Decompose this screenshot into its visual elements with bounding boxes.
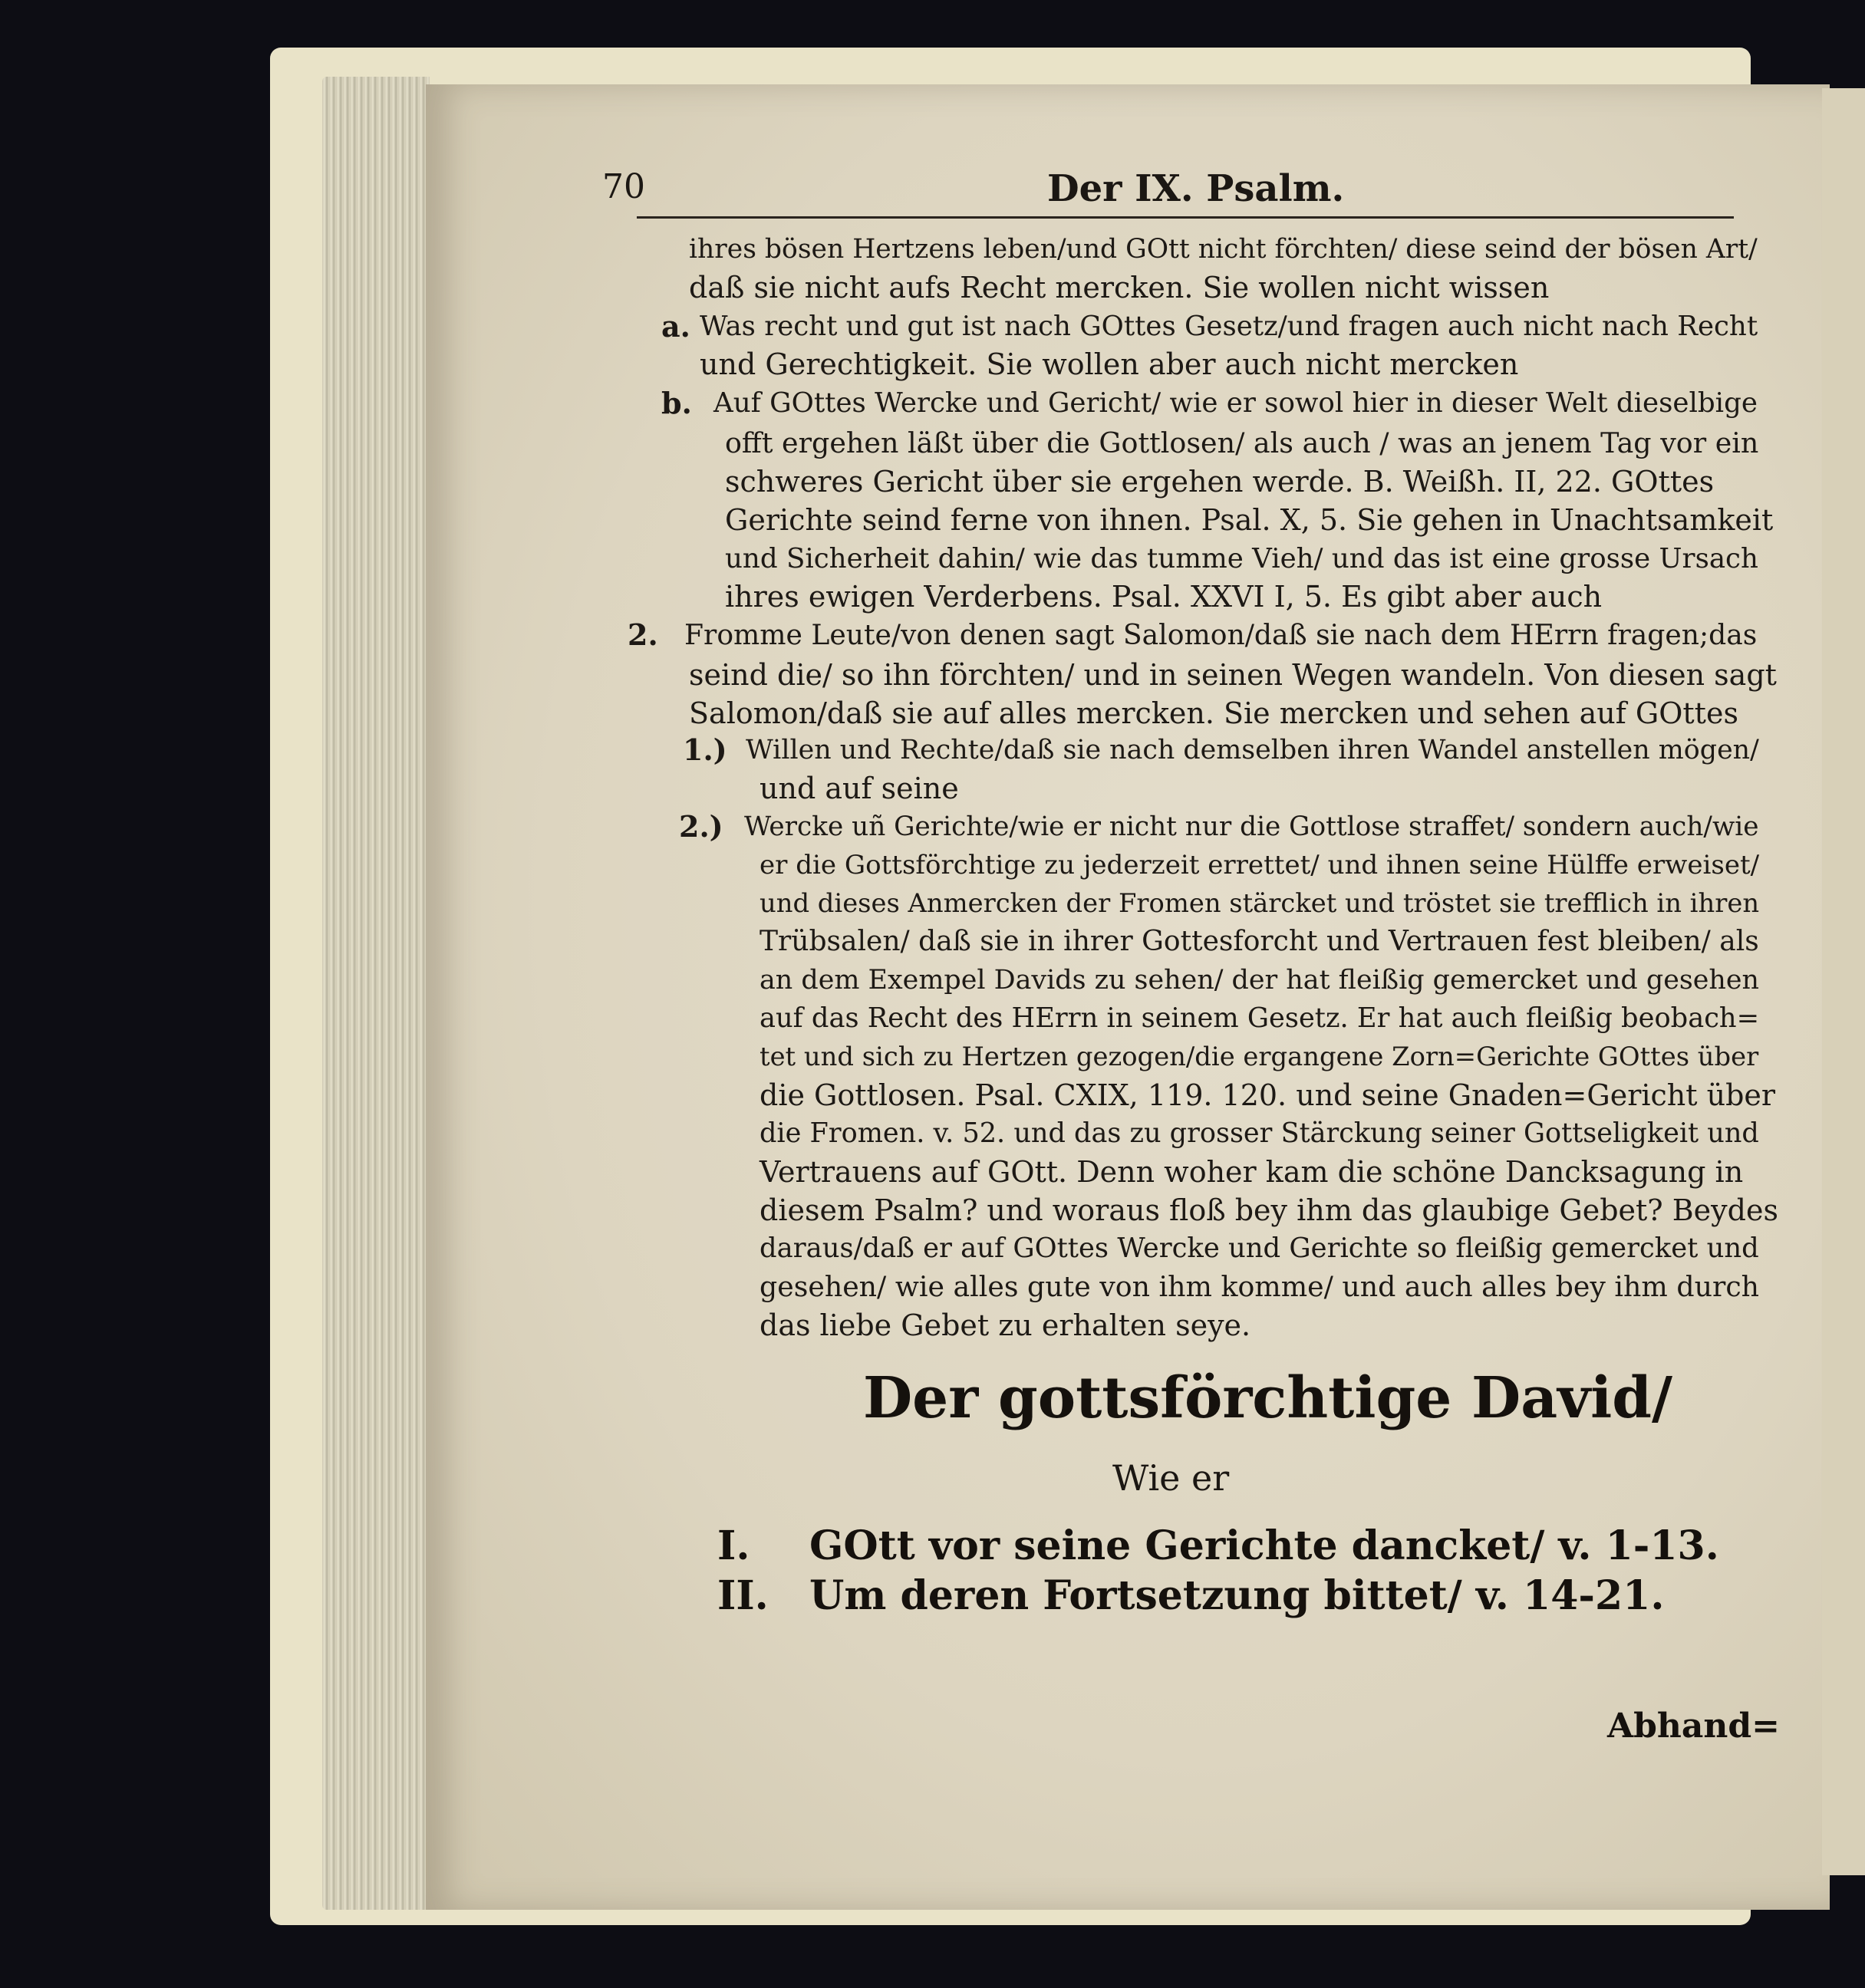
text-line: ihres ewigen Verderbens. Psal. XXVI I, 5. Es gibt aber auch <box>725 580 1603 614</box>
list-marker: b. <box>661 386 692 420</box>
text-line: die Gottlosen. Psal. CXIX, 119. 120. und seine Gnaden=Gericht über <box>760 1078 1776 1112</box>
text-line: offt ergehen läßt über die Gottlosen/ als auch / was an jenem Tag vor ein <box>725 426 1759 459</box>
text-line: Salomon/daß sie auf alles mercken. Sie mercken und sehen auf GOttes <box>689 696 1738 730</box>
page-number: 70 <box>602 167 645 206</box>
text-line: und auf seine <box>760 772 959 805</box>
text-line: auf das Recht des HErrn in seinem Gesetz. Er hat auch fleißig beobach= <box>760 1002 1760 1034</box>
text-line: schweres Gericht über sie ergehen werde. B. Weißh. II, 22. GOttes <box>725 465 1715 499</box>
text-line: er die Gottsförchtige zu jederzeit errettet/ und ihnen seine Hülffe erweiset/ <box>760 850 1760 880</box>
section-subtitle: Wie er <box>1112 1457 1230 1499</box>
text-line: das liebe Gebet zu erhalten seye. <box>760 1308 1251 1342</box>
outline-number: II. <box>717 1572 769 1619</box>
catchword: Abhand= <box>1607 1707 1781 1746</box>
text-line: und Gerechtigkeit. Sie wollen aber auch nicht mercken <box>700 347 1519 381</box>
text-line: und Sicherheit dahin/ wie das tumme Vieh/ und das ist eine grosse Ursach <box>725 543 1758 574</box>
page-edges <box>322 77 430 1910</box>
text-line: Was recht und gut ist nach GOttes Gesetz/und fragen auch nicht nach Recht <box>700 311 1758 342</box>
text-line: und dieses Anmercken der Fromen stärcket und tröstet sie trefflich in ihren <box>760 888 1760 918</box>
outline-item: Um deren Fortsetzung bittet/ v. 14-21. <box>809 1572 1665 1619</box>
text-line: an dem Exempel Davids zu sehen/ der hat fleißig gemercket und gesehen <box>760 965 1759 996</box>
list-marker: 1.) <box>683 732 727 767</box>
text-line: Wercke uñ Gerichte/wie er nicht nur die Gottlose straffet/ sondern auch/wie <box>744 811 1759 842</box>
facing-page-edge <box>1822 88 1865 1875</box>
section-title: Der gottsförchtige David/ <box>863 1365 1673 1431</box>
running-head <box>602 167 1753 221</box>
text-line: Willen und Rechte/daß sie nach demselben ihren Wandel anstellen mögen/ <box>746 735 1759 765</box>
text-line: Trübsalen/ daß sie in ihrer Gottesforcht und Vertrauen fest bleiben/ als <box>760 926 1759 957</box>
text-line: gesehen/ wie alles gute von ihm komme/ und auch alles bey ihm durch <box>760 1270 1760 1303</box>
text-line: Fromme Leute/von denen sagt Salomon/daß sie nach dem HErrn fragen;das <box>684 618 1758 651</box>
text-line: Gerichte seind ferne von ihnen. Psal. X, 5. Sie gehen in Unachtsamkeit <box>725 503 1774 537</box>
page-heading: Der IX. Psalm. <box>1047 167 1345 210</box>
list-marker: 2.) <box>679 809 723 844</box>
text-line: seind die/ so ihn förchten/ und in seinen Wegen wandeln. Von diesen sagt <box>689 658 1777 692</box>
text-line: diesem Psalm? und woraus floß bey ihm das glaubige Gebet? Beydes <box>760 1193 1778 1227</box>
text-line: Vertrauens auf GOtt. Denn woher kam die schöne Dancksagung in <box>760 1155 1744 1189</box>
header-rule <box>637 216 1734 219</box>
outline-number: I. <box>717 1522 750 1569</box>
text-line: Auf GOttes Wercke und Gericht/ wie er sowol hier in dieser Welt dieselbige <box>713 387 1758 419</box>
text-line: ihres bösen Hertzens leben/und GOtt nicht förchten/ diese seind der bösen Art/ <box>689 234 1758 265</box>
text-line: die Fromen. v. 52. und das zu grosser Stärckung seiner Gottseligkeit und <box>760 1117 1759 1149</box>
text-line: daraus/daß er auf GOttes Wercke und Gerichte so fleißig gemercket und <box>760 1233 1759 1264</box>
outline-item: GOtt vor seine Gerichte dancket/ v. 1-13. <box>809 1522 1719 1569</box>
text-line: daß sie nicht aufs Recht mercken. Sie wollen nicht wissen <box>689 271 1550 304</box>
list-marker: a. <box>661 309 690 344</box>
text-line: tet und sich zu Hertzen gezogen/die ergangene Zorn=Gerichte GOttes über <box>760 1042 1759 1071</box>
list-marker: 2. <box>628 617 658 652</box>
